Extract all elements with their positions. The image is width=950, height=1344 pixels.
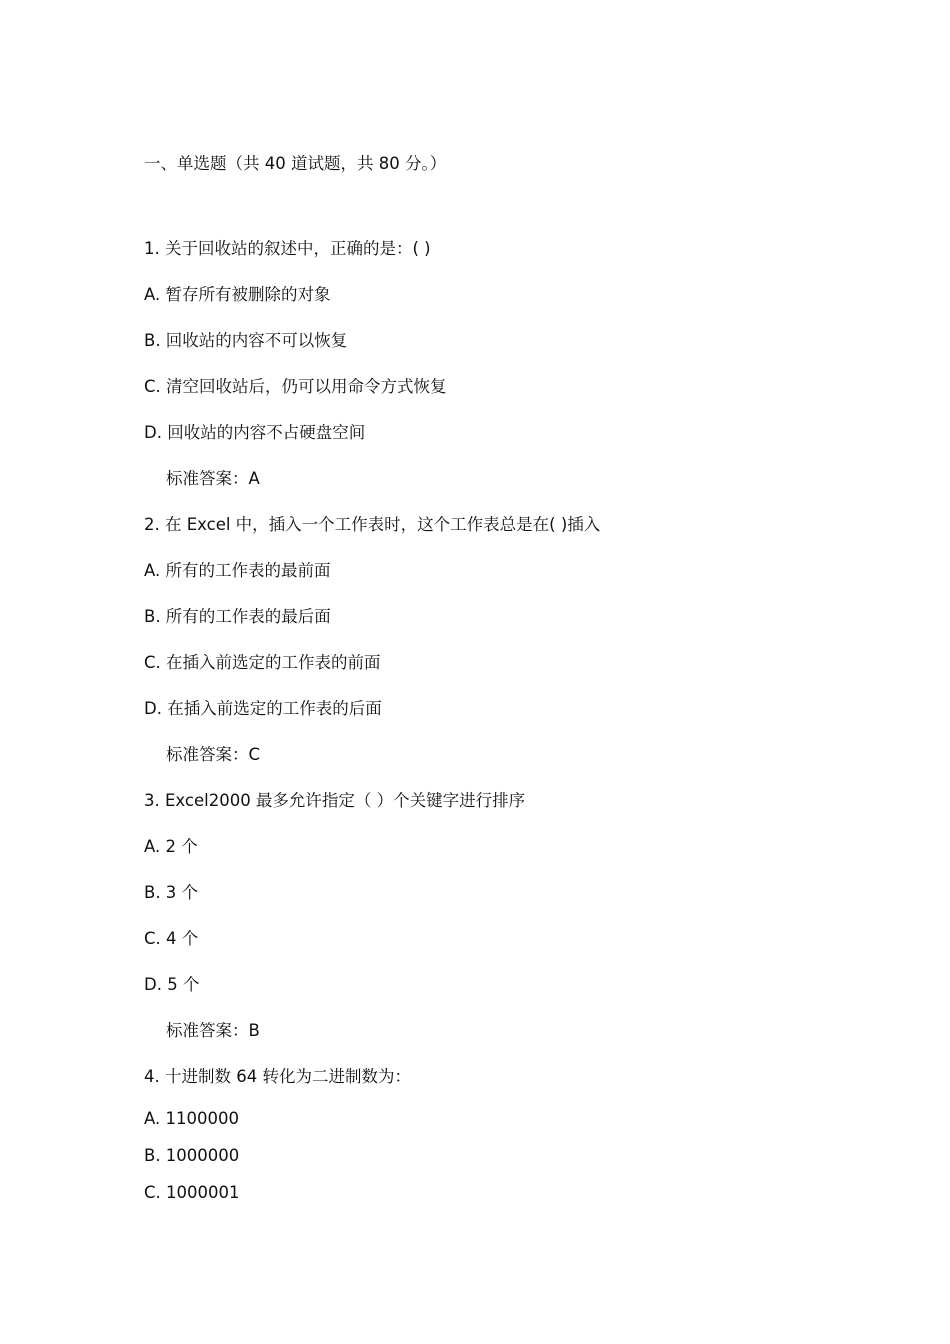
question-2-option-d: D. 在插入前选定的工作表的后面 bbox=[144, 699, 382, 718]
question-4-option-a: A. 1100000 bbox=[144, 1109, 239, 1128]
question-3-answer: 标准答案：B bbox=[166, 1021, 260, 1040]
question-4-stem: 4. 十进制数 64 转化为二进制数为： bbox=[144, 1067, 411, 1086]
question-3-stem: 3. Excel2000 最多允许指定（ ）个关键字进行排序 bbox=[144, 791, 526, 810]
question-1-option-d: D. 回收站的内容不占硬盘空间 bbox=[144, 423, 366, 442]
question-4-option-c: C. 1000001 bbox=[144, 1183, 240, 1202]
question-2-option-c: C. 在插入前选定的工作表的前面 bbox=[144, 653, 381, 672]
question-3-option-a: A. 2 个 bbox=[144, 837, 198, 856]
question-3-option-b: B. 3 个 bbox=[144, 883, 199, 902]
question-3-option-d: D. 5 个 bbox=[144, 975, 200, 994]
question-1-stem: 1. 关于回收站的叙述中，正确的是：( ) bbox=[144, 239, 431, 258]
question-1-option-c: C. 清空回收站后，仍可以用命令方式恢复 bbox=[144, 377, 447, 396]
question-3-option-c: C. 4 个 bbox=[144, 929, 199, 948]
question-2-option-a: A. 所有的工作表的最前面 bbox=[144, 561, 331, 580]
question-1-answer: 标准答案：A bbox=[166, 469, 260, 488]
section-title: 一、单选题（共 40 道试题，共 80 分。） bbox=[144, 154, 447, 173]
question-4-option-b: B. 1000000 bbox=[144, 1146, 240, 1165]
question-1-option-a: A. 暂存所有被删除的对象 bbox=[144, 285, 331, 304]
question-2-option-b: B. 所有的工作表的最后面 bbox=[144, 607, 331, 626]
question-2-answer: 标准答案：C bbox=[166, 745, 261, 764]
question-1-option-b: B. 回收站的内容不可以恢复 bbox=[144, 331, 348, 350]
question-2-stem: 2. 在 Excel 中，插入一个工作表时，这个工作表总是在( )插入 bbox=[144, 515, 601, 534]
